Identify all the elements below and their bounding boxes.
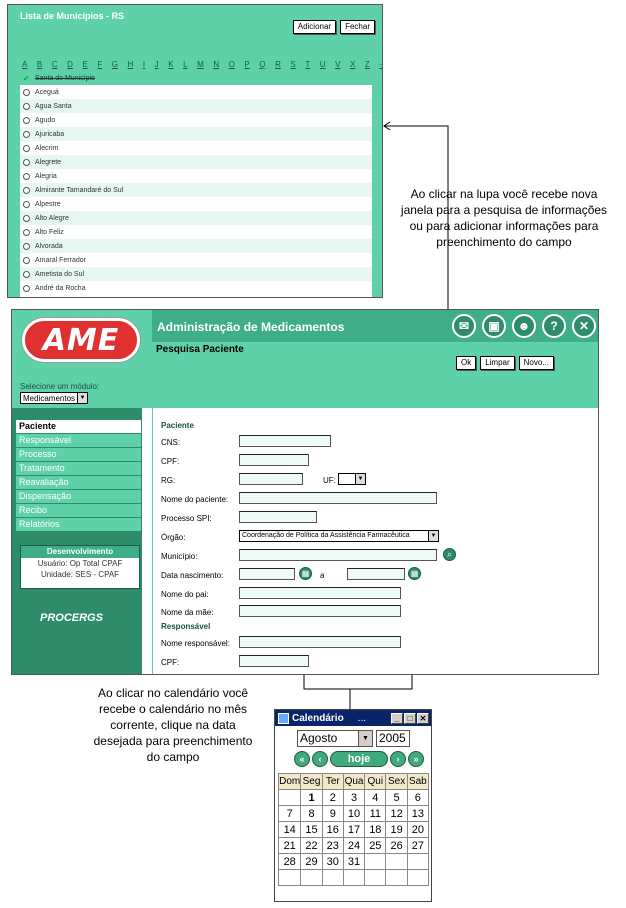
list-item[interactable] xyxy=(20,127,372,141)
procergs-logo: PROCERGS xyxy=(40,612,103,624)
alpha-letter[interactable]: C xyxy=(51,60,58,69)
calendar-day[interactable]: 7 xyxy=(279,806,301,822)
list-item[interactable] xyxy=(20,267,372,281)
orgao-label: Órgão: xyxy=(161,533,186,542)
calendar-day[interactable]: 15 xyxy=(301,822,322,838)
calendar-day[interactable]: 30 xyxy=(322,854,343,870)
calendar-day xyxy=(407,870,428,886)
help-icon[interactable]: ? xyxy=(542,314,566,338)
note-line: Ao clicar na lupa você recebe nova xyxy=(410,187,598,201)
calendar-day[interactable]: 4 xyxy=(365,790,386,806)
calendar-day[interactable]: 1 xyxy=(301,790,322,806)
radio-button[interactable] xyxy=(23,103,30,110)
sidebar-item-tratamento[interactable]: Tratamento xyxy=(16,462,141,476)
weekday-header: Dom xyxy=(279,774,301,790)
calendar-day xyxy=(386,854,407,870)
calendar-day xyxy=(279,790,301,806)
month-value: Agosto xyxy=(300,731,338,745)
municipio-name: Ametista do Sul xyxy=(35,270,85,278)
app-title: Administração de Medicamentos xyxy=(157,320,345,334)
radio-button[interactable] xyxy=(23,243,30,250)
alpha-letter[interactable]: V xyxy=(335,60,341,69)
list-header-row[interactable] xyxy=(20,71,372,85)
note-line: corrente, clique na data xyxy=(110,718,236,732)
year-input[interactable]: 2005 xyxy=(376,730,410,747)
weekday-header: Ter xyxy=(322,774,343,790)
radio-button[interactable] xyxy=(23,187,30,194)
alpha-letter[interactable]: X xyxy=(349,60,356,69)
calendar-day[interactable]: 12 xyxy=(386,806,407,822)
alpha-letter[interactable]: I xyxy=(142,60,146,69)
calendar-title-suffix: ... xyxy=(357,712,367,724)
radio-button[interactable] xyxy=(23,131,30,138)
alpha-letter[interactable]: B xyxy=(36,60,43,69)
alpha-letter[interactable]: - xyxy=(379,60,382,69)
calendar-day[interactable]: 22 xyxy=(301,838,322,854)
alpha-letter[interactable]: G xyxy=(111,60,118,69)
user-icon[interactable]: ☻ xyxy=(512,314,536,338)
alpha-letter[interactable]: E xyxy=(82,60,88,69)
municipio-name: Amaral Ferrador xyxy=(35,256,86,264)
dev-info-box xyxy=(20,545,140,589)
date-range-separator: a xyxy=(320,571,325,580)
calendar-day[interactable]: 6 xyxy=(407,790,428,806)
list-item[interactable] xyxy=(20,99,372,113)
calendar-day xyxy=(407,854,428,870)
next-month-icon[interactable]: › xyxy=(390,751,406,767)
prev-month-icon[interactable]: ‹ xyxy=(312,751,328,767)
alpha-letter[interactable]: L xyxy=(183,60,188,69)
ok-button[interactable]: Ok xyxy=(456,356,476,370)
modulo-label: Selecione um módulo: xyxy=(20,382,100,391)
close-icon[interactable]: ✕ xyxy=(572,314,596,338)
list-item[interactable] xyxy=(20,211,372,225)
note-lupa xyxy=(386,186,622,250)
calendar-titlebar xyxy=(275,710,431,726)
radio-button[interactable] xyxy=(23,173,30,180)
alpha-letter[interactable]: H xyxy=(127,60,134,69)
nome-mae-label: Nome da mãe: xyxy=(161,608,214,617)
municipio-name: Alto Feliz xyxy=(35,228,64,236)
rg-label: RG: xyxy=(161,476,176,485)
limpar-button[interactable]: Limpar xyxy=(480,356,514,370)
calendar-day[interactable]: 2 xyxy=(322,790,343,806)
calendar-day[interactable]: 19 xyxy=(386,822,407,838)
list-bottom xyxy=(20,295,372,298)
main-header xyxy=(12,310,599,408)
list-item[interactable] xyxy=(20,183,372,197)
calendar-day[interactable]: 13 xyxy=(407,806,428,822)
alpha-letter[interactable]: J xyxy=(154,60,159,69)
list-item[interactable] xyxy=(20,155,372,169)
municipio-label: Município: xyxy=(161,552,198,561)
ame-logo: AME xyxy=(22,318,140,362)
check-icon: ✔ xyxy=(23,73,30,83)
weekday-header: Qui xyxy=(365,774,386,790)
calendar-day[interactable]: 23 xyxy=(322,838,343,854)
alpha-letter[interactable]: D xyxy=(67,60,73,69)
alpha-letter[interactable]: Q xyxy=(259,60,266,69)
weekday-header: Seg xyxy=(301,774,322,790)
novo-button[interactable]: Novo... xyxy=(519,356,554,370)
list-header-label: Santa do Município xyxy=(35,74,95,82)
calendar-day xyxy=(386,870,407,886)
next-year-icon[interactable]: » xyxy=(408,751,424,767)
calendar-icon[interactable]: ▦ xyxy=(299,567,312,580)
sidebar-menu xyxy=(16,420,141,532)
section-paciente: Paciente xyxy=(161,421,194,430)
municipios-list xyxy=(20,71,372,295)
list-item[interactable] xyxy=(20,281,372,295)
note-line: preenchimento do campo xyxy=(436,235,572,249)
radio-button[interactable] xyxy=(23,201,30,208)
calendar-day xyxy=(301,870,322,886)
close-button[interactable]: Fechar xyxy=(340,20,375,34)
calendar-day[interactable]: 31 xyxy=(343,854,364,870)
calendar-day xyxy=(365,854,386,870)
weekday-header: Qua xyxy=(343,774,364,790)
note-line: recebe o calendário no mês xyxy=(98,702,248,716)
calendar-day[interactable]: 26 xyxy=(386,838,407,854)
calendar-day[interactable]: 10 xyxy=(343,806,364,822)
nome-pai-input[interactable] xyxy=(239,587,401,599)
sidebar-item-reavaliacao[interactable]: Reavaliação xyxy=(16,476,141,490)
municipio-input[interactable] xyxy=(239,549,437,561)
note-line: do campo xyxy=(146,750,200,764)
alpha-letter[interactable]: F xyxy=(97,60,103,69)
cns-input[interactable] xyxy=(239,435,331,447)
calendar-day[interactable]: 25 xyxy=(365,838,386,854)
note-line: janela para a pesquisa de informações xyxy=(400,203,608,217)
radio-button[interactable] xyxy=(23,271,30,278)
calendar-day xyxy=(279,870,301,886)
note-calendario xyxy=(78,685,268,765)
chevron-down-icon: ▼ xyxy=(77,393,87,403)
municipio-name: Alegrete xyxy=(35,158,62,166)
calendar-day[interactable]: 24 xyxy=(343,838,364,854)
month-select[interactable] xyxy=(297,730,373,747)
radio-button[interactable] xyxy=(23,89,30,96)
municipios-list-window xyxy=(7,4,383,298)
calendar-title: Calendário xyxy=(292,712,344,724)
orgao-select[interactable] xyxy=(239,530,439,542)
calendar-day[interactable]: 27 xyxy=(407,838,428,854)
alpha-letter[interactable]: A xyxy=(22,60,28,69)
radio-button[interactable] xyxy=(23,285,30,292)
header-icons xyxy=(452,314,596,338)
nome-responsavel-input[interactable] xyxy=(239,636,401,648)
alpha-letter[interactable]: N xyxy=(213,60,220,69)
nome-mae-input[interactable] xyxy=(239,605,401,617)
dev-unidade: Unidade: SES - CPAF xyxy=(40,570,120,579)
note-line: ou para adicionar informações para xyxy=(409,219,599,233)
today-button[interactable]: hoje xyxy=(330,751,388,767)
sidebar-item-relatorios[interactable]: Relatórios xyxy=(16,518,141,532)
radio-button[interactable] xyxy=(23,117,30,124)
section-responsavel: Responsável xyxy=(161,622,211,631)
municipio-name: Alvorada xyxy=(35,242,63,250)
municipio-name: Ajuricaba xyxy=(35,130,65,138)
calendar-day[interactable]: 16 xyxy=(322,822,343,838)
window-icon xyxy=(278,713,289,724)
sidebar-item-paciente[interactable]: Paciente xyxy=(16,420,141,434)
municipio-name: Agua Santa xyxy=(35,102,72,110)
municipio-name: Agudo xyxy=(35,116,56,124)
municipio-name: André da Rocha xyxy=(35,284,86,292)
calendar-grid xyxy=(278,773,429,886)
list-item[interactable] xyxy=(20,253,372,267)
list-item[interactable] xyxy=(20,141,372,155)
cpf-input[interactable] xyxy=(239,454,309,466)
radio-button[interactable] xyxy=(23,229,30,236)
chevron-down-icon: ▼ xyxy=(355,474,365,484)
radio-button[interactable] xyxy=(23,145,30,152)
close-icon[interactable]: ✕ xyxy=(417,713,429,724)
prev-year-icon[interactable]: « xyxy=(294,751,310,767)
list-item[interactable] xyxy=(20,169,372,183)
minimize-icon[interactable]: _ xyxy=(391,713,403,724)
sidebar-item-dispensacao[interactable]: Dispensação xyxy=(16,490,141,504)
list-item[interactable] xyxy=(20,239,372,253)
cns-label: CNS: xyxy=(161,438,181,447)
lock-icon[interactable]: ▣ xyxy=(482,314,506,338)
weekday-header: Sab xyxy=(407,774,428,790)
list-item[interactable] xyxy=(20,197,372,211)
nome-paciente-input[interactable] xyxy=(239,492,437,504)
list-window-title: Lista de Municípios - RS xyxy=(20,11,125,21)
municipio-name: Alto Alegre xyxy=(35,214,69,222)
calendar-day[interactable]: 21 xyxy=(279,838,301,854)
mail-icon[interactable]: ✉ xyxy=(452,314,476,338)
page-title: Pesquisa Paciente xyxy=(156,344,244,355)
alpha-letter[interactable]: U xyxy=(319,60,326,69)
municipio-name: Alpestre xyxy=(35,200,61,208)
sidebar-item-responsavel[interactable]: Responsável xyxy=(16,434,141,448)
nome-pai-label: Nome do pai: xyxy=(161,590,209,599)
calendar-day xyxy=(322,870,343,886)
alpha-letter[interactable]: M xyxy=(197,60,204,69)
calendar-day[interactable]: 3 xyxy=(343,790,364,806)
calendar-day xyxy=(343,870,364,886)
calendar-day[interactable]: 29 xyxy=(301,854,322,870)
data-nascimento-start-input[interactable] xyxy=(239,568,295,580)
municipio-name: Alecrim xyxy=(35,144,59,152)
cpf-label: CPF: xyxy=(161,457,180,466)
calendar-day[interactable]: 9 xyxy=(322,806,343,822)
modulo-value: Medicamentos xyxy=(23,393,76,403)
calendar-day[interactable]: 14 xyxy=(279,822,301,838)
calendar-day[interactable]: 5 xyxy=(386,790,407,806)
data-nascimento-label: Data nascimento: xyxy=(161,571,224,580)
radio-button[interactable] xyxy=(23,159,30,166)
uf-select[interactable] xyxy=(338,473,366,485)
cpf-responsavel-label: CPF: xyxy=(161,658,180,667)
alpha-letter[interactable]: T xyxy=(305,60,311,69)
alpha-letter[interactable]: P xyxy=(244,60,250,69)
note-line: Ao clicar no calendário você xyxy=(97,686,249,700)
calendar-day[interactable]: 11 xyxy=(365,806,386,822)
ame-main-window xyxy=(11,309,599,675)
radio-button[interactable] xyxy=(23,257,30,264)
list-item[interactable] xyxy=(20,225,372,239)
sidebar xyxy=(12,408,142,675)
data-nascimento-end-input[interactable] xyxy=(347,568,405,580)
nome-paciente-label: Nome do paciente: xyxy=(161,495,229,504)
alphabet-filter xyxy=(22,60,382,69)
note-line: desejada para preenchimento xyxy=(93,734,253,748)
search-form xyxy=(152,408,599,675)
alpha-letter[interactable]: Z xyxy=(364,60,370,69)
municipio-name: Almirante Tamandaré do Sul xyxy=(35,186,124,194)
sidebar-item-recibo[interactable]: Recibo xyxy=(16,504,141,518)
nome-responsavel-label: Nome responsável: xyxy=(161,639,230,648)
add-button[interactable]: Adicionar xyxy=(293,20,336,34)
calendar-day[interactable]: 20 xyxy=(407,822,428,838)
municipio-name: Aceguá xyxy=(35,88,59,96)
alpha-letter[interactable]: R xyxy=(275,60,281,69)
radio-button[interactable] xyxy=(23,215,30,222)
rg-input[interactable] xyxy=(239,473,303,485)
calendar-window xyxy=(274,709,432,902)
processo-spi-input[interactable] xyxy=(239,511,317,523)
orgao-value: Coordenação de Política da Assistência Farmacêutica xyxy=(242,532,410,539)
uf-label: UF: xyxy=(323,476,336,485)
calendar-day[interactable]: 18 xyxy=(365,822,386,838)
municipio-name: Alegria xyxy=(35,172,57,180)
chevron-down-icon: ▼ xyxy=(358,731,372,746)
list-item[interactable] xyxy=(20,113,372,127)
dev-usuario: Usuário: Op Total CPAF xyxy=(37,559,123,568)
dev-title: Desenvolvimento xyxy=(21,546,139,558)
alpha-letter[interactable]: S xyxy=(290,60,296,69)
calendar-day[interactable]: 28 xyxy=(279,854,301,870)
sidebar-item-processo[interactable]: Processo xyxy=(16,448,141,462)
calendar-day[interactable]: 8 xyxy=(301,806,322,822)
weekday-header: Sex xyxy=(386,774,407,790)
search-icon[interactable]: ⌕ xyxy=(443,548,456,561)
calendar-day[interactable]: 17 xyxy=(343,822,364,838)
modulo-select[interactable] xyxy=(20,392,88,404)
cpf-responsavel-input[interactable] xyxy=(239,655,309,667)
calendar-day xyxy=(365,870,386,886)
chevron-down-icon: ▼ xyxy=(428,531,438,541)
maximize-icon[interactable]: □ xyxy=(404,713,416,724)
processo-spi-label: Processo SPI: xyxy=(161,514,212,523)
alpha-letter[interactable]: K xyxy=(168,60,174,69)
list-item[interactable] xyxy=(20,85,372,99)
alpha-letter[interactable]: O xyxy=(228,60,235,69)
calendar-icon[interactable]: ▦ xyxy=(408,567,421,580)
